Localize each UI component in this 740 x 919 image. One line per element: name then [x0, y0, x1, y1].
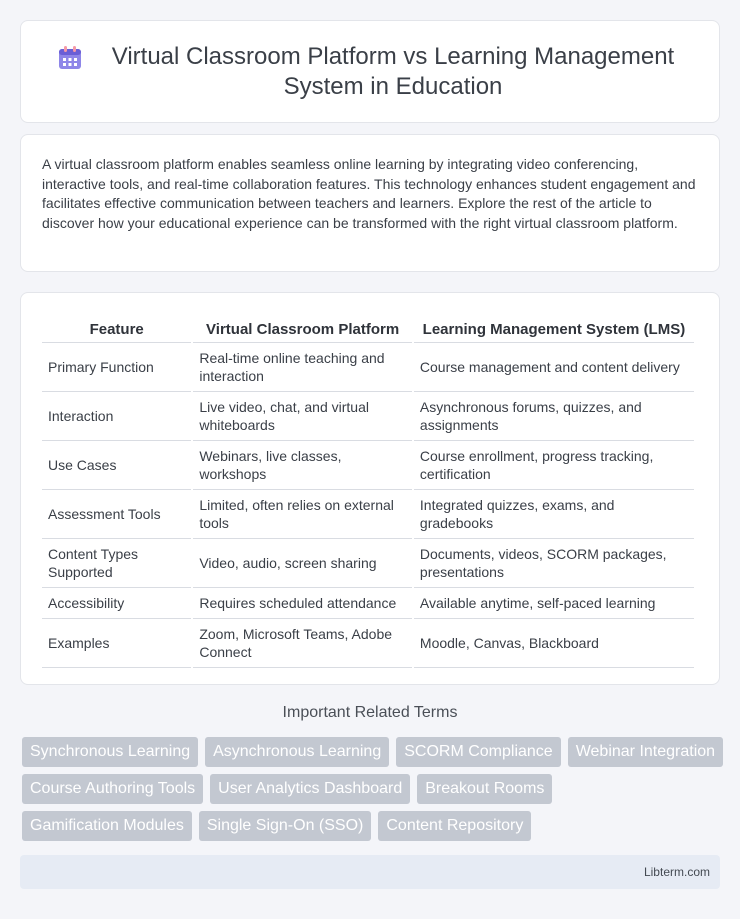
table-cell: Course management and content delivery [414, 343, 694, 392]
table-cell: Interaction [42, 392, 191, 441]
header-lms: Learning Management System (LMS) [414, 313, 694, 343]
table-cell: Zoom, Microsoft Teams, Adobe Connect [193, 619, 412, 668]
table-cell: Asynchronous forums, quizzes, and assignments [414, 392, 694, 441]
table-row [42, 490, 694, 539]
tag-row [22, 737, 722, 767]
footer-site-link[interactable]: Libterm.com [643, 865, 710, 879]
footer [20, 855, 720, 889]
table-cell: Documents, videos, SCORM packages, presentations [414, 539, 694, 588]
table-cell: Use Cases [42, 441, 191, 490]
intro-paragraph: A virtual classroom platform enables seamless online learning by integrating video conferencing, interactive tools, and real-time collaboration features. This technology enhances student engagement and facilitates effective communication between teachers and learners. Explore the rest of the article to discover how your educational experience can be transformed with the right virtual classroom platform. [42, 156, 696, 231]
tag-user-analytics-dashboard[interactable]: User Analytics Dashboard [210, 774, 410, 804]
calendar-icon [57, 45, 83, 71]
table-cell: Content Types Supported [42, 539, 191, 588]
table-header-row [42, 313, 694, 343]
tag-gamification-modules[interactable]: Gamification Modules [22, 811, 192, 841]
page-title: Virtual Classroom Platform vs Learning Management System in Education [111, 42, 675, 100]
comparison-card [20, 292, 720, 685]
table-cell: Webinars, live classes, workshops [193, 441, 412, 490]
table-row [42, 539, 694, 588]
tag-breakout-rooms[interactable]: Breakout Rooms [417, 774, 552, 804]
comparison-table [40, 313, 696, 668]
tag-row [22, 811, 722, 841]
table-row [42, 588, 694, 619]
related-terms-title: Important Related Terms [282, 704, 458, 721]
tag-row [22, 774, 722, 804]
tag-course-authoring-tools[interactable]: Course Authoring Tools [22, 774, 203, 804]
tag-content-repository[interactable]: Content Repository [378, 811, 531, 841]
table-cell: Live video, chat, and virtual whiteboards [193, 392, 412, 441]
table-cell: Requires scheduled attendance [193, 588, 412, 619]
header-feature: Feature [42, 313, 191, 343]
tag-webinar-integration[interactable]: Webinar Integration [568, 737, 723, 767]
table-cell: Available anytime, self-paced learning [414, 588, 694, 619]
tag-single-sign-on[interactable]: Single Sign-On (SSO) [199, 811, 372, 841]
table-cell: Moodle, Canvas, Blackboard [414, 619, 694, 668]
table-cell: Real-time online teaching and interaction [193, 343, 412, 392]
table-cell: Integrated quizzes, exams, and gradebooks [414, 490, 694, 539]
table-cell: Course enrollment, progress tracking, certification [414, 441, 694, 490]
tag-synchronous-learning[interactable]: Synchronous Learning [22, 737, 198, 767]
table-cell: Examples [42, 619, 191, 668]
intro-card [20, 134, 720, 272]
table-cell: Video, audio, screen sharing [193, 539, 412, 588]
table-row [42, 392, 694, 441]
related-terms-tags [22, 737, 722, 848]
header-virtual-classroom: Virtual Classroom Platform [193, 313, 412, 343]
table-row [42, 343, 694, 392]
table-cell: Primary Function [42, 343, 191, 392]
table-cell: Assessment Tools [42, 490, 191, 539]
table-row [42, 619, 694, 668]
header-card [20, 20, 720, 123]
tag-asynchronous-learning[interactable]: Asynchronous Learning [205, 737, 389, 767]
table-cell: Accessibility [42, 588, 191, 619]
table-row [42, 441, 694, 490]
tag-scorm-compliance[interactable]: SCORM Compliance [396, 737, 560, 767]
table-cell: Limited, often relies on external tools [193, 490, 412, 539]
